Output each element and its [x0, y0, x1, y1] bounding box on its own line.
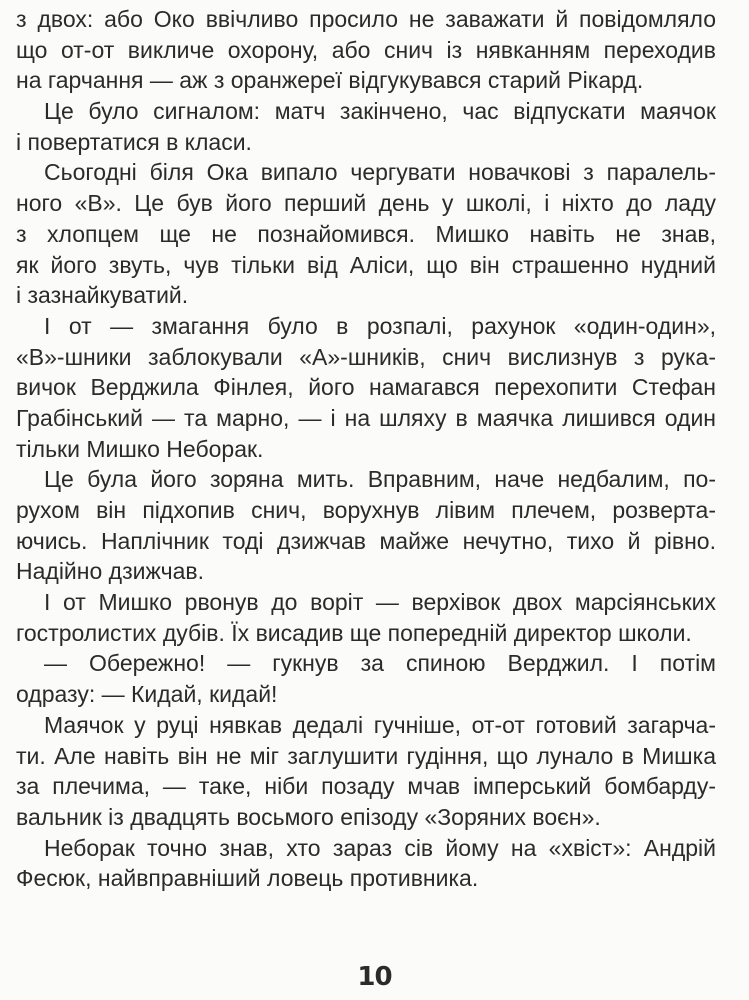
text-line: з двох: або Око ввічливо просило не заважати й повідомляло — [16, 6, 716, 32]
text-line: і повертатися в класи. — [16, 128, 252, 155]
paragraph — [16, 648, 716, 709]
paragraph — [16, 311, 716, 464]
paragraph — [16, 833, 716, 894]
text-line: тільки Мишко Неборак. — [16, 435, 264, 462]
paragraph — [16, 96, 716, 157]
paragraph — [16, 587, 716, 648]
text-line: Це було сигналом: матч закінчено, час відпускати маячок — [44, 98, 716, 125]
text-line: одразу: — Кидай, кидай! — [16, 681, 278, 708]
text-line: Це була його зоряна мить. Вправним, наче недбалим, по- — [44, 466, 716, 493]
text-line: за плечима, — таке, ніби позаду мчав імперський бомбарду- — [16, 773, 716, 800]
text-line: гостролистих дубів. Їх висадив ще попередній директор школи. — [16, 619, 692, 646]
text-line: рухом він підхопив снич, ворухнув лівим плечем, розверта- — [16, 497, 716, 523]
text-line: ного «В». Це був його перший день у школі, і ніхто до ладу — [16, 190, 716, 217]
text-line: і зазнайкуватий. — [16, 282, 189, 309]
text-line: що от-от викличе охорону, або снич із нявканням переходив — [16, 36, 716, 63]
text-line: Сьогодні біля Ока випало чергувати новачкові з паралель- — [44, 159, 716, 186]
text-line: Маячок у руці нявкав дедалі гучніше, от-от готовий загарча- — [44, 711, 716, 738]
paragraph — [16, 157, 716, 310]
text-line: як його звуть, чув тільки від Аліси, що він страшенно нудний — [16, 251, 716, 278]
text-line: Грабінський — та марно, — і на шляху в маячка лишився один — [16, 404, 716, 431]
text-line: ючись. Наплічник тоді дзижчав майже нечутно, тихо й рівно. — [16, 527, 716, 554]
text-line: І от — змагання було в розпалі, рахунок «один-один», — [44, 312, 716, 339]
body-text — [16, 4, 716, 894]
text-line: — Обережно! — гукнув за спиною Верджил. І потім — [44, 650, 716, 677]
text-line: Фесюк, найвправніший ловець противника. — [16, 865, 479, 892]
page-number: 10 — [357, 962, 392, 992]
text-line: вальник із двадцять восьмого епізоду «Зоряних воєн». — [16, 803, 601, 830]
text-line: ти. Але навіть він не міг заглушити гудіння, що лунало в Мишка — [16, 742, 716, 769]
text-line: Неборак точно знав, хто зараз сів йому на «хвіст»: Андрій — [44, 834, 716, 861]
paragraph — [16, 464, 716, 587]
text-line: Надійно дзижчав. — [16, 558, 204, 585]
paragraph — [16, 4, 716, 96]
paragraph — [16, 710, 716, 833]
text-line: вичок Верджила Фінлея, його намагався перехопити Стефан — [16, 374, 716, 401]
text-line: «В»-шники заблокували «А»-шників, снич вислизнув з рука- — [16, 343, 716, 370]
text-line: з хлопцем ще не познайомився. Мишко навіть не знав, — [16, 220, 716, 247]
text-line: на гарчання — аж з оранжереї відгукувався старий Рікард. — [16, 67, 644, 94]
text-line: І от Мишко рвонув до воріт — верхівок двох марсіянських — [44, 589, 716, 616]
